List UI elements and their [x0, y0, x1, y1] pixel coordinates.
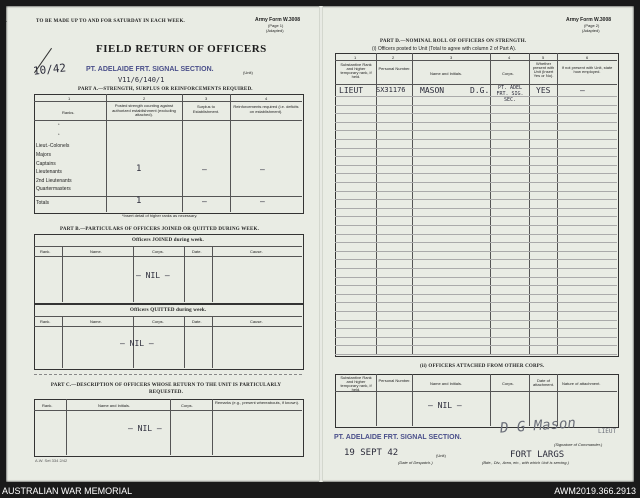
- rule-line: [335, 277, 617, 278]
- rule-line: [335, 208, 617, 209]
- d-col-num-3: 3: [450, 55, 453, 60]
- rule-line: [335, 113, 617, 114]
- rule-line: [335, 96, 617, 97]
- part-c-header-corps: Corps.: [181, 403, 193, 408]
- part-c-header-remarks: Remarks (e.g., present whereabouts, if known).: [214, 400, 300, 405]
- joined-nil-entry: — NIL —: [136, 271, 170, 280]
- rank-majors: Majors: [36, 152, 52, 158]
- rule-line: [335, 268, 617, 269]
- archive-credit: AUSTRALIAN WAR MEMORIAL: [2, 486, 133, 496]
- rank-quartermasters: Quartermasters: [36, 186, 71, 192]
- page-note: (Page 1): [268, 23, 284, 28]
- rule-line: [335, 302, 617, 303]
- unit-stamp: PT. ADELAIDE FRT. SIGNAL SECTION.: [86, 66, 214, 73]
- d2-header-rank: Substantive Rank and higher temporary rank, if held.: [340, 375, 372, 392]
- rule-line: [335, 165, 617, 166]
- rule-line: [335, 242, 617, 243]
- rule-line: [335, 328, 617, 329]
- quitted-nil-entry: — NIL —: [120, 339, 154, 348]
- d2-nil-entry: — NIL —: [428, 401, 462, 410]
- handwritten-date: 10/42: [32, 61, 67, 78]
- joined-header-date: Date.: [192, 249, 202, 254]
- lieutenants-reinforcements: —: [260, 165, 265, 174]
- col-num-1: 1: [68, 96, 71, 101]
- part-c-header-name: Name and Initials.: [98, 403, 131, 408]
- rule-line: [335, 139, 617, 140]
- part-d-subtitle: (i) Officers posted to Unit (Total to agree with column 2 of Part A).: [372, 46, 517, 52]
- top-note: TO BE MADE UP TO AND FOR SATURDAY IN EACH WEEK.: [36, 19, 186, 24]
- asterisk-2: *: [58, 132, 60, 137]
- col-num-3: 3: [205, 96, 208, 101]
- d-header-employed: If not present with Unit, state how employed.: [561, 65, 613, 74]
- d-header-present: Whether present with Unit (Insert Yes or No).: [532, 61, 555, 78]
- joined-title: Officers JOINED during week.: [132, 238, 204, 243]
- d-col-num-4: 4: [508, 55, 511, 60]
- rule-line: [335, 130, 617, 131]
- part-c-header-rank: Rank.: [42, 403, 53, 408]
- rule-line: [335, 173, 617, 174]
- d-entry-initials: D.G.: [470, 86, 490, 95]
- header-posted-strength: Posted strength counting against authorized establishment (excluding attached).: [112, 103, 176, 117]
- rank-lieut-colonels: Lieut.-Colonels: [36, 143, 70, 149]
- d-entry-number: SX31176: [376, 86, 406, 94]
- rank-2nd-lieutenants: 2nd Lieutenants: [36, 178, 72, 184]
- d2-header-date: Date of attachment.: [533, 378, 554, 387]
- rule-line: [335, 337, 617, 338]
- rank-totals: Totals: [36, 200, 50, 206]
- unit-label: (Unit): [243, 70, 253, 75]
- header-ranks: Ranks.: [62, 110, 75, 115]
- rule-line: [335, 294, 617, 295]
- rule-line: [335, 234, 617, 235]
- form-id-right: Army Form W.3008: [566, 17, 612, 23]
- col-num-4: 4: [265, 96, 268, 101]
- rule-line: [335, 320, 617, 321]
- unit-label-right: (Unit): [436, 453, 446, 458]
- header-reinforcements: Reinforcements required (i.e. deficits on establishment).: [233, 104, 299, 114]
- dispatch-label: (Date of Despatch.): [398, 460, 433, 465]
- place-label: (Bde., Div., Area, etc., with which Unit is serving.): [482, 460, 569, 465]
- printer-note: A.W. Set 334 2/42: [35, 458, 68, 463]
- d-col-num-2: 2: [392, 55, 395, 60]
- lieutenants-surplus: —: [202, 165, 207, 174]
- d-col-num-6: 6: [586, 55, 589, 60]
- d2-header-name: Name and Initials.: [430, 381, 463, 386]
- rule-line: [335, 285, 617, 286]
- d-entry-name: MASON: [420, 86, 445, 95]
- totals-posted: 1: [136, 196, 142, 206]
- rule-line: [335, 354, 617, 355]
- d-entry-corps: PT. ADEL FRT. SIG. SEC.: [496, 85, 524, 103]
- page-fold: [319, 6, 323, 482]
- adapted-note: (Adapted): [266, 28, 284, 33]
- part-c-title: PART C.—DESCRIPTION OF OFFICERS WHOSE RETURN TO THE UNIT IS PARTICULARLY REQUESTED.: [50, 383, 282, 395]
- handwritten-ref: V11/6/140/1: [118, 76, 165, 84]
- part-d-title: PART D.—NOMINAL ROLL OF OFFICERS ON STRENGTH.: [380, 39, 527, 44]
- rule-line: [335, 345, 617, 346]
- rank-captains: Captains: [36, 161, 56, 167]
- d-header-number: Personal Number.: [378, 66, 411, 71]
- d2-header-nature: Nature of attachment.: [562, 381, 601, 386]
- commander-signature: D G Mason: [499, 415, 577, 437]
- d-header-name: Name and Initials.: [430, 71, 463, 76]
- archive-footer: [0, 484, 640, 498]
- quitted-header-date: Date.: [192, 319, 202, 324]
- totals-surplus: —: [202, 197, 207, 206]
- rule-line: [335, 311, 617, 312]
- quitted-header-corps: Corps.: [152, 319, 164, 324]
- d-entry-rank: LIEUT: [339, 86, 364, 95]
- part-a-title: PART A.—STRENGTH, SURPLUS OR REINFORCEMENTS REQUIRED.: [78, 87, 253, 92]
- rule-line: [335, 148, 617, 149]
- quitted-title: Officers QUITTED during week.: [130, 308, 207, 313]
- rule-line: [335, 191, 617, 192]
- rule-line: [335, 105, 617, 106]
- rule-line: [335, 122, 617, 123]
- part-a-footnote: *Insert detail of higher ranks as necessary.: [122, 213, 198, 218]
- part-c-nil-entry: — NIL —: [128, 424, 162, 433]
- joined-header-name: Name.: [90, 249, 102, 254]
- d-header-corps: Corps.: [502, 71, 514, 76]
- d2-header-number: Personal Number.: [378, 378, 411, 383]
- asterisk-1: *: [58, 122, 60, 127]
- quitted-table: [34, 304, 304, 370]
- rule-line: [335, 199, 617, 200]
- page-number-mark: 1: [4, 18, 7, 24]
- d-col-num-5: 5: [542, 55, 545, 60]
- adapted-note-right: (Adapted): [582, 28, 600, 33]
- form-id: Army Form W.3008: [255, 17, 301, 23]
- part-b-title: PART B.—PARTICULARS OF OFFICERS JOINED OR QUITTED DURING WEEK.: [60, 227, 260, 232]
- page-note-right: (Page 2): [584, 23, 600, 28]
- col-num-2: 2: [143, 96, 146, 101]
- rule-line: [335, 216, 617, 217]
- rule-line: [335, 225, 617, 226]
- d-entry-present: YES: [536, 86, 551, 95]
- unit-stamp-right: PT. ADELAIDE FRT. SIGNAL SECTION.: [334, 434, 462, 441]
- joined-header-rank: Rank.: [40, 249, 51, 254]
- quitted-header-rank: Rank.: [40, 319, 51, 324]
- rule-line: [335, 259, 617, 260]
- d-entry-employed: —: [580, 86, 585, 95]
- quitted-header-cause: Cause.: [250, 319, 263, 324]
- totals-reinforcements: —: [260, 197, 265, 206]
- signature-label: (Signature of Commander.): [554, 442, 603, 447]
- part-d2-title: (ii) OFFICERS ATTACHED FROM OTHER CORPS.: [420, 364, 545, 369]
- d2-header-corps: Corps.: [502, 381, 514, 386]
- dispatch-date: 19 SEPT 42: [344, 448, 399, 458]
- place: FORT LARGS: [510, 450, 565, 460]
- lieutenants-posted: 1: [136, 164, 142, 174]
- rule-line: [335, 182, 617, 183]
- rule-line: [335, 251, 617, 252]
- joined-header-corps: Corps.: [152, 249, 164, 254]
- rank-lieutenants: Lieutenants: [36, 169, 62, 175]
- d-header-rank: Substantive Rank and higher temporary rank, if held.: [340, 62, 372, 79]
- rule-line: [335, 156, 617, 157]
- part-c-table: [34, 399, 304, 457]
- d-col-num-1: 1: [354, 55, 357, 60]
- archive-id: AWM2019.366.2913: [554, 486, 636, 496]
- quitted-header-name: Name.: [90, 319, 102, 324]
- joined-table: [34, 234, 304, 304]
- form-title: FIELD RETURN OF OFFICERS: [96, 43, 267, 55]
- header-surplus: Surplus to Establishment.: [192, 104, 220, 114]
- joined-header-cause: Cause.: [250, 249, 263, 254]
- commander-rank: LIEUT: [598, 428, 617, 435]
